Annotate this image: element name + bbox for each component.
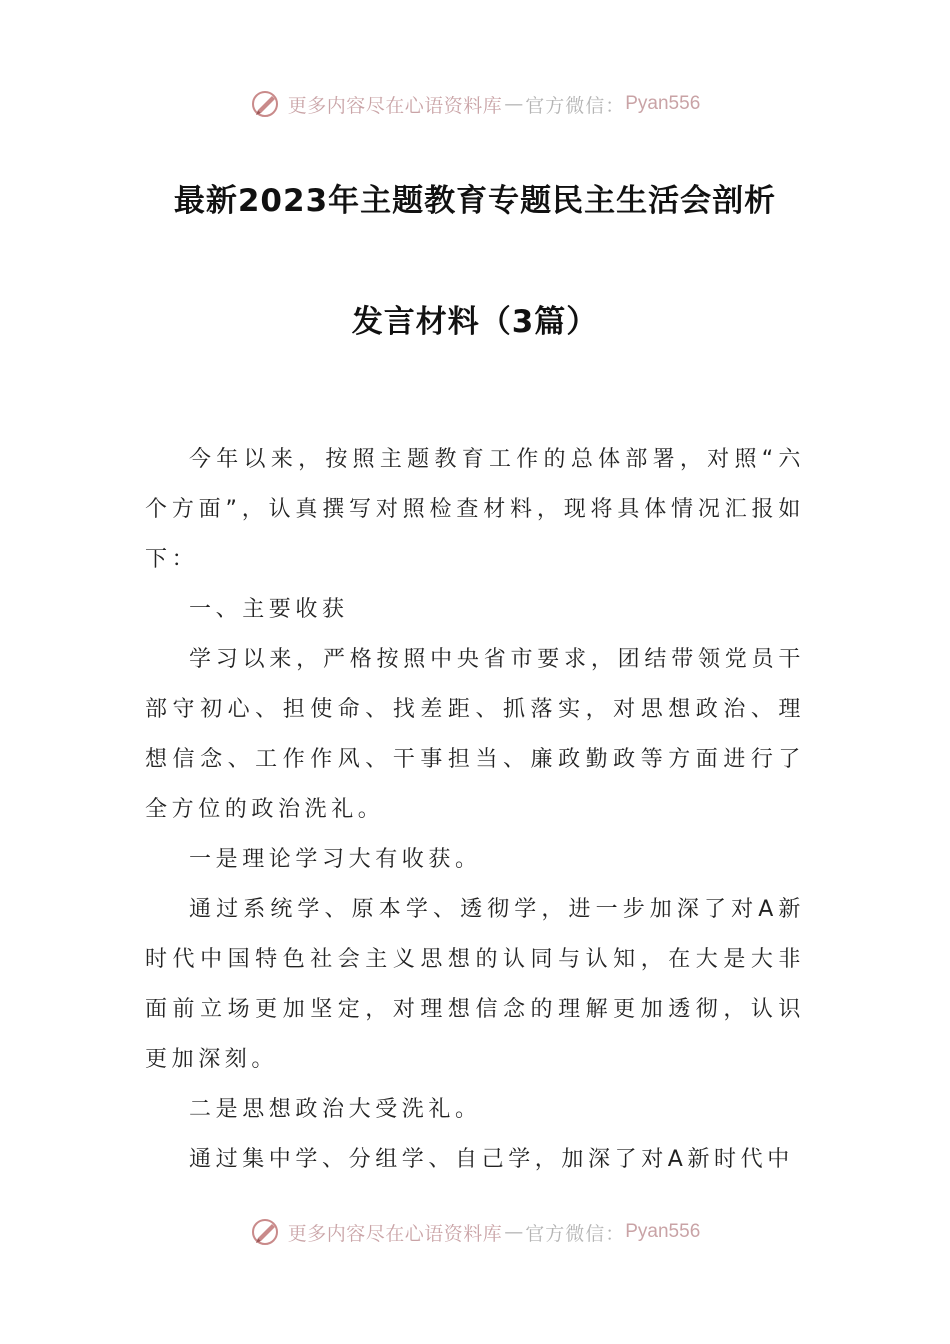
footer-watermark — [0, 1212, 950, 1252]
paragraph-intro: 今年以来，按照主题教育工作的总体部署，对照“六个方面”，认真撰写对照检查材料，现将具体情况汇报如下： — [145, 447, 805, 572]
paragraph-study: 学习以来，严格按照中央省市要求，团结带领党员干部守初心、担使命、找差距、抓落实，对思想政治、理想信念、工作作风、干事担当、廉政勤政等方面进行了全方位的政治洗礼。 — [145, 647, 805, 822]
watermark-wechat-id: Pyan556 — [625, 93, 701, 114]
document-body — [145, 435, 805, 1185]
paragraph-politics: 通过集中学、分组学、自己学，加深了对A新时代中 — [189, 1147, 794, 1172]
pen-logo-icon — [250, 1216, 282, 1248]
section-heading-main-gains: 一、主要收获 — [189, 597, 349, 622]
subheading-politics: 二是思想政治大受洗礼。 — [189, 1097, 482, 1122]
watermark-wechat-id: Pyan556 — [625, 1221, 701, 1242]
watermark-wechat-label: 官方微信： — [525, 1222, 626, 1245]
paragraph-theory: 通过系统学、原本学、透彻学，进一步加深了对A新时代中国特色社会主义思想的认同与认知，在大是大非面前立场更加坚定，对理想信念的理解更加透彻，认识更加深刻。 — [145, 897, 805, 1072]
document-title-line-2: 发言材料（3篇） — [351, 304, 599, 340]
watermark-dash: — — [504, 1221, 524, 1243]
watermark-text: 更多内容尽在心语资料库 — [287, 94, 503, 117]
subheading-theory: 一是理论学习大有收获。 — [189, 847, 482, 872]
header-watermark — [0, 84, 950, 124]
pen-logo-icon — [250, 88, 282, 120]
document-title-line-1: 最新2023年主题教育专题民主生活会剖析 — [173, 183, 777, 219]
watermark-text: 更多内容尽在心语资料库 — [287, 1222, 503, 1245]
watermark-wechat-label: 官方微信： — [525, 94, 626, 117]
watermark-dash: — — [504, 93, 524, 115]
